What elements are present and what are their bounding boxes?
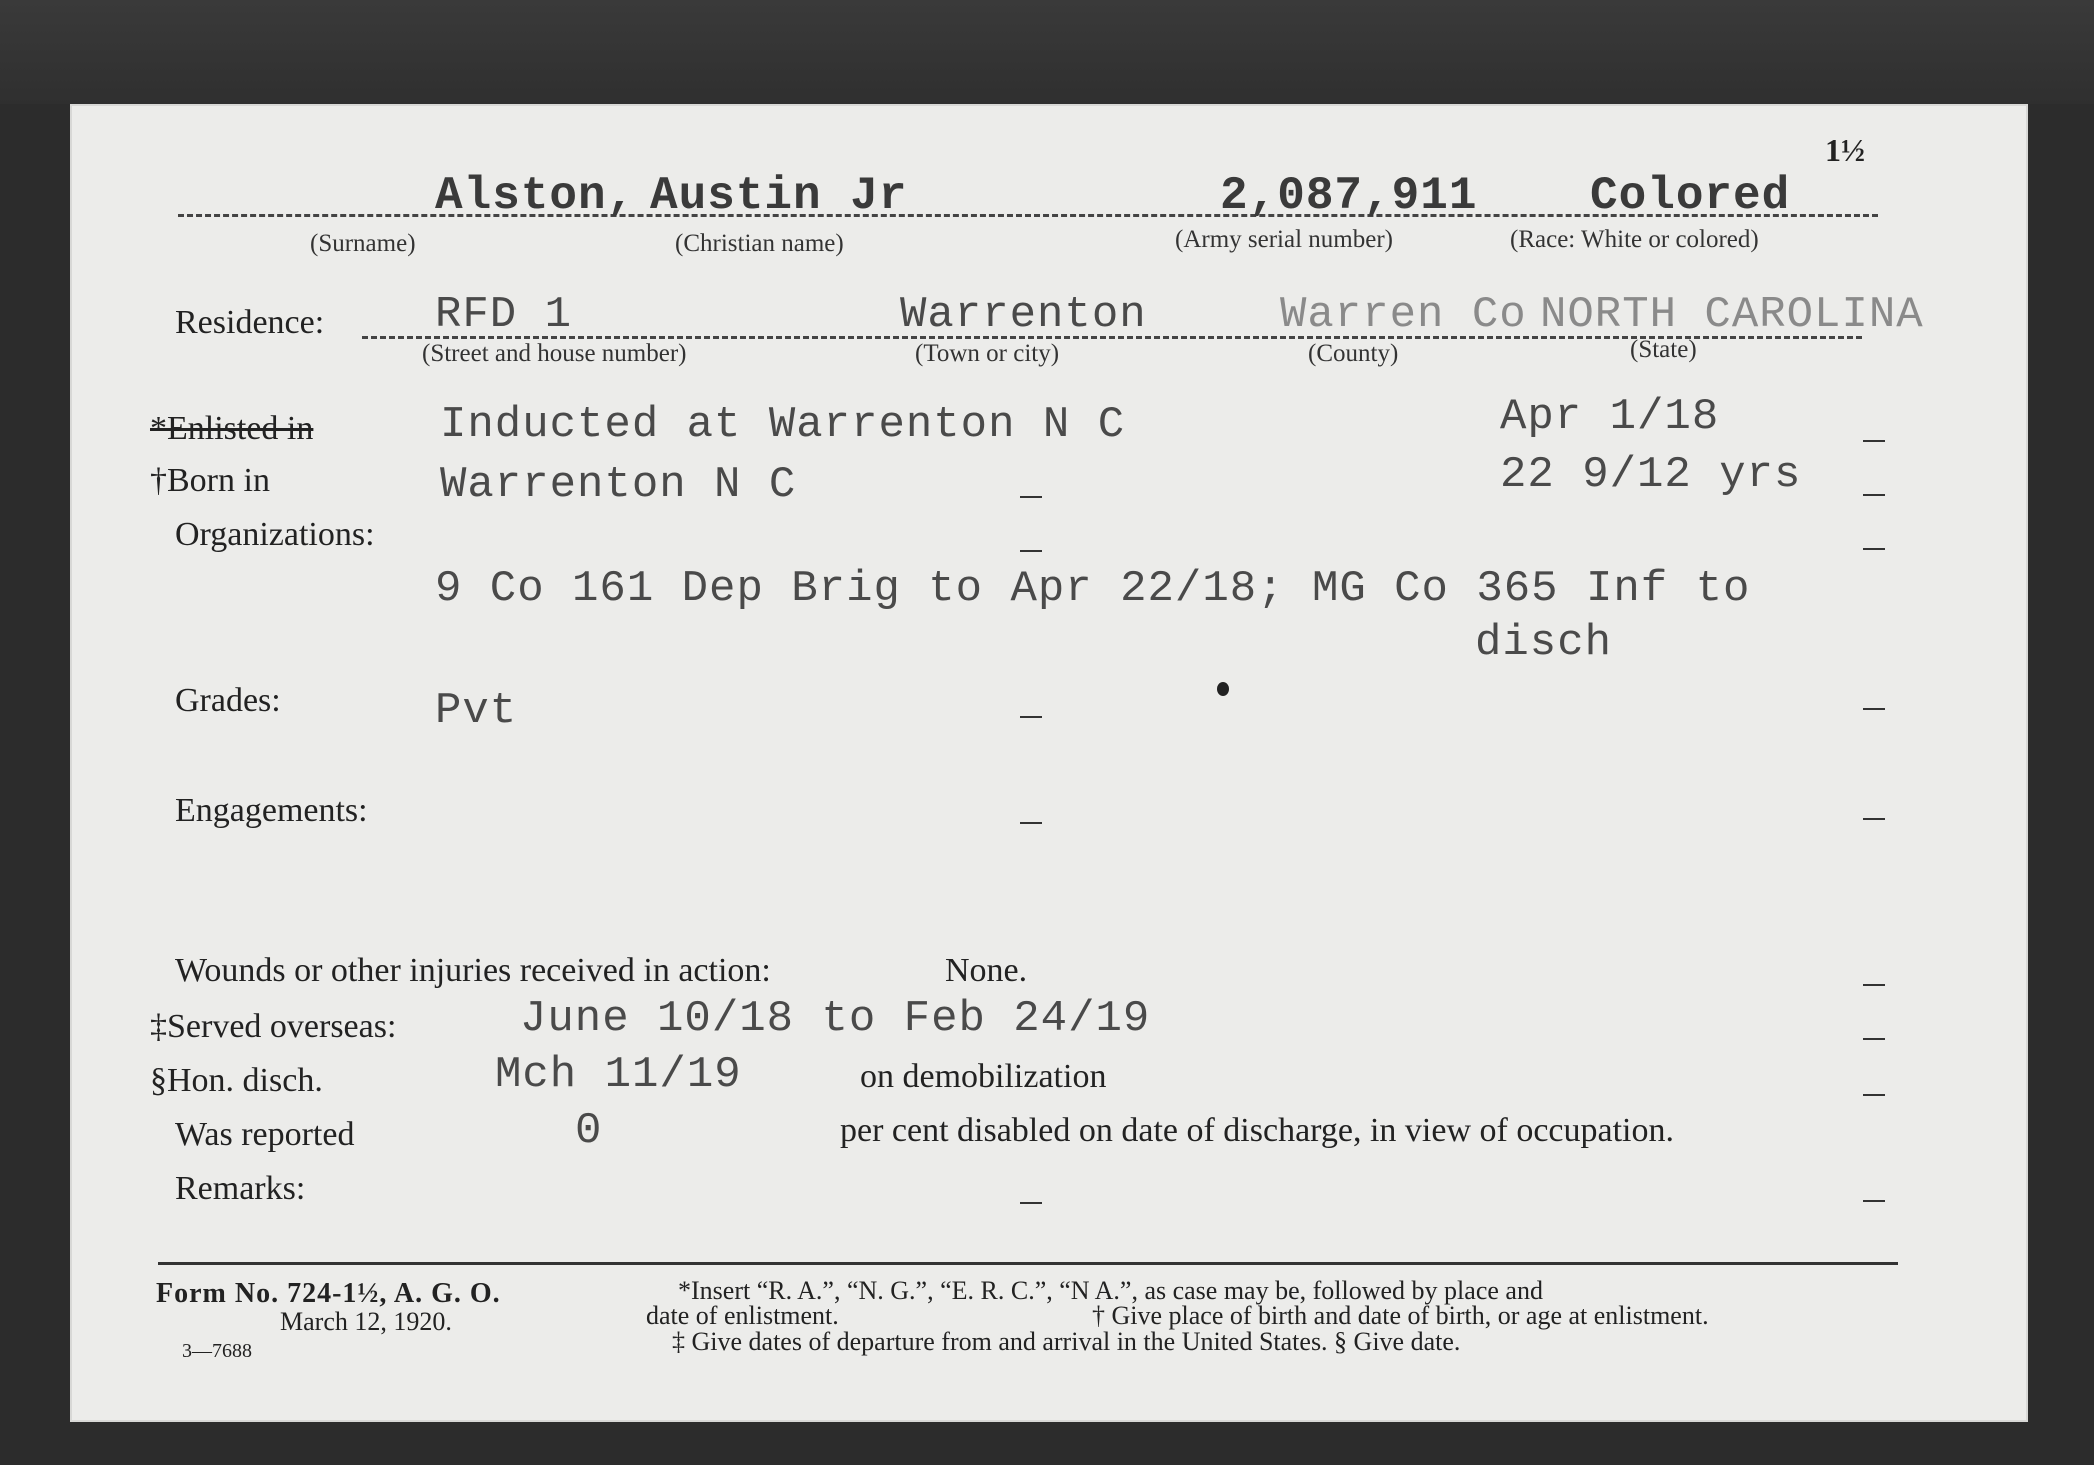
county-caption: (County)	[1308, 340, 1399, 367]
state-caption: (State)	[1630, 336, 1697, 363]
footnote-line1: *Insert “R. A.”, “N. G.”, “E. R. C.”, “N A.”, as case may be, followed by place and	[678, 1276, 1543, 1305]
discharge-label: §Hon. disch.	[150, 1062, 323, 1099]
form-number: Form No. 724-1½, A. G. O.	[156, 1278, 501, 1309]
organizations-line1: 9 Co 161 Dep Brig to Apr 22/18; MG Co 365 Inf to	[435, 564, 1751, 614]
wounds-value: None.	[945, 952, 1028, 989]
reported-value: 0	[575, 1106, 603, 1156]
enlisted-label: *Enlisted in	[150, 410, 314, 447]
footnote-line2: date of enlistment.	[646, 1301, 839, 1330]
christian-name-caption: (Christian name)	[675, 230, 844, 257]
discharge-value: Mch 11/19	[495, 1050, 742, 1100]
dash-born-mid	[1020, 496, 1042, 498]
dash-overseas	[1863, 1038, 1885, 1040]
reported-suffix: per cent disabled on date of discharge, in view of occupation.	[840, 1112, 1674, 1149]
reported-label: Was reported	[175, 1116, 355, 1153]
serial-number-caption: (Army serial number)	[1175, 226, 1393, 253]
dash-grades-mid	[1020, 716, 1042, 718]
town-value: Warrenton	[900, 290, 1147, 340]
dash-engagements-mid	[1020, 822, 1042, 824]
born-value: Warrenton N C	[440, 460, 797, 510]
race-value: Colored	[1590, 170, 1791, 222]
dash-org	[1863, 548, 1885, 550]
enlisted-date: Apr 1/18	[1500, 392, 1720, 442]
serial-number-value: 2,087,911	[1220, 170, 1478, 222]
footnote-line2b: † Give place of birth and date of birth, or age at enlistment.	[1092, 1301, 1709, 1330]
wounds-label: Wounds or other injuries received in action:	[175, 952, 771, 989]
state-value: NORTH CAROLINA	[1540, 290, 1924, 340]
county-value: Warren Co	[1280, 290, 1527, 340]
street-caption: (Street and house number)	[422, 340, 687, 367]
dash-remarks-mid	[1020, 1202, 1042, 1204]
overseas-label: ‡Served overseas:	[150, 1008, 397, 1045]
town-caption: (Town or city)	[915, 340, 1060, 367]
dash-grades	[1863, 708, 1885, 710]
service-record-card	[70, 104, 2028, 1422]
form-date: March 12, 1920.	[280, 1307, 452, 1336]
surname-value: Alston,	[435, 170, 636, 222]
race-caption: (Race: White or colored)	[1510, 226, 1759, 253]
scanner-background	[0, 0, 2094, 104]
engagements-label: Engagements:	[175, 792, 368, 829]
remarks-label: Remarks:	[175, 1170, 306, 1207]
grades-value: Pvt	[435, 686, 518, 736]
dash-discharge	[1863, 1094, 1885, 1096]
print-code: 3—7688	[182, 1340, 252, 1362]
card-number: 1½	[1825, 132, 1865, 168]
residence-label: Residence:	[175, 304, 325, 341]
born-label: †Born in	[150, 462, 270, 499]
overseas-value: June 10/18 to Feb 24/19	[520, 994, 1151, 1044]
footnote-line3: ‡ Give dates of departure from and arrival in the United States. § Give date.	[672, 1327, 1461, 1356]
street-value: RFD 1	[435, 290, 573, 340]
dash-born	[1863, 494, 1885, 496]
dash-org-mid	[1020, 550, 1042, 552]
ink-spot	[1217, 682, 1229, 696]
dash-wounds	[1863, 984, 1885, 986]
organizations-label: Organizations:	[175, 516, 375, 553]
discharge-reason: on demobilization	[860, 1058, 1107, 1095]
organizations-line2: disch	[1475, 618, 1613, 668]
grades-label: Grades:	[175, 682, 281, 719]
christian-name-value: Austin Jr	[650, 170, 908, 222]
dash-enlisted	[1863, 440, 1885, 442]
surname-caption: (Surname)	[310, 230, 416, 257]
enlisted-value: Inducted at Warrenton N C	[440, 400, 1126, 450]
dash-remarks	[1863, 1200, 1885, 1202]
footer-rule	[158, 1262, 1898, 1265]
dash-engagements	[1863, 818, 1885, 820]
born-age: 22 9/12 yrs	[1500, 450, 1802, 500]
